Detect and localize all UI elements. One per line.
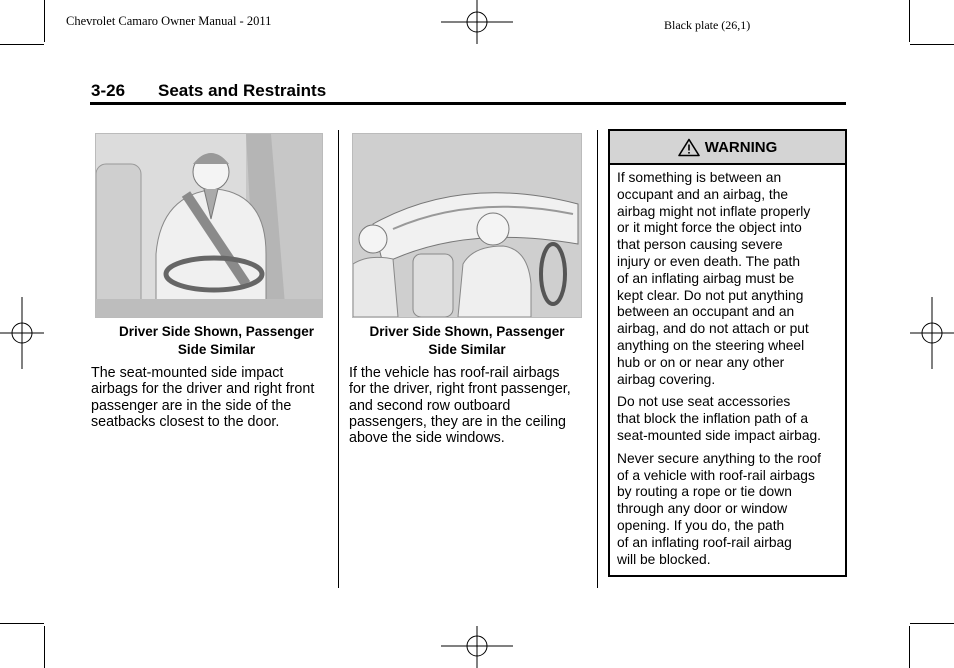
text-line: anything on the steering wheel <box>617 337 805 353</box>
text-line: Never secure anything to the roof <box>617 450 822 466</box>
plate-label: Black plate (26,1) <box>664 18 751 32</box>
text-line: occupant and an airbag, the <box>617 186 789 202</box>
text-line: airbag covering. <box>617 371 716 387</box>
body-paragraph <box>91 365 336 430</box>
registration-mark-icon <box>441 0 513 44</box>
text-line: through any door or window <box>617 501 788 517</box>
text-line: passenger are in the side of the <box>91 397 292 414</box>
crop-mark <box>0 623 44 624</box>
caption-line: Driver Side Shown, Passenger <box>369 324 565 339</box>
warning-paragraph <box>617 170 838 388</box>
crop-mark <box>0 44 44 45</box>
text-line: between an occupant and an <box>617 304 795 320</box>
crop-mark <box>910 623 954 624</box>
text-line: that person causing severe <box>617 237 783 253</box>
text-line: Do not use seat accessories <box>617 394 791 410</box>
warning-box <box>608 129 847 577</box>
text-line: kept clear. Do not put anything <box>617 287 804 303</box>
text-line: by routing a rope or tie down <box>617 484 792 500</box>
warning-body <box>610 165 845 568</box>
crop-mark <box>910 44 954 45</box>
text-line: seatbacks closest to the door. <box>91 413 280 430</box>
crop-mark <box>44 626 45 668</box>
text-line: opening. If you do, the path <box>617 517 785 533</box>
heading-rule <box>90 102 846 105</box>
text-line: airbag might not inflate properly <box>617 203 811 219</box>
running-header-title: Chevrolet Camaro Owner Manual - 2011 <box>66 14 272 28</box>
registration-mark-icon <box>441 626 513 668</box>
text-line: hub or on or near any other <box>617 354 785 370</box>
registration-mark-icon <box>910 297 954 369</box>
column-divider <box>338 130 339 588</box>
text-line: of an inflating roof-rail airbag <box>617 534 792 550</box>
text-line: injury or even death. The path <box>617 253 801 269</box>
warning-paragraph <box>617 394 838 444</box>
crop-mark <box>44 0 45 42</box>
caption-line: Side Similar <box>177 342 256 357</box>
text-line: airbag, and do not attach or put <box>617 321 809 337</box>
section-title: Seats and Restraints <box>158 81 327 100</box>
text-line: If something is between an <box>617 170 782 185</box>
text-line: passengers, they are in the ceiling <box>349 413 566 430</box>
page-number: 3-26 <box>91 81 126 100</box>
text-line: or it might force the object into <box>617 220 802 236</box>
text-line: that block the inflation path of a <box>617 411 808 427</box>
text-line: seat-mounted side impact airbag. <box>617 427 821 443</box>
figure-caption <box>95 323 338 359</box>
caption-line: Side Similar <box>428 342 506 357</box>
figure-caption <box>352 323 582 359</box>
caption-line: Driver Side Shown, Passenger <box>118 324 315 339</box>
text-line: will be blocked. <box>617 551 711 567</box>
text-line: airbags for the driver and right front <box>91 381 315 398</box>
body-paragraph <box>349 365 594 446</box>
crop-mark <box>909 626 910 668</box>
text-line: If the vehicle has roof-rail airbags <box>349 365 560 381</box>
warning-title: WARNING <box>704 138 778 156</box>
text-line: of a vehicle with roof-rail airbags <box>617 467 815 483</box>
warning-paragraph <box>617 451 838 569</box>
text-line: for the driver, right front passenger, <box>349 381 571 398</box>
registration-mark-icon <box>0 297 44 369</box>
crop-mark <box>909 0 910 42</box>
text-line: of an inflating airbag must be <box>617 270 795 286</box>
text-line: above the side windows. <box>349 430 505 447</box>
text-line: The seat-mounted side impact <box>91 365 284 381</box>
warning-triangle-icon <box>678 138 700 157</box>
roof-rail-figure <box>352 133 582 318</box>
driver-seated-illustration-icon <box>96 134 322 317</box>
text-line: and second row outboard <box>349 397 511 414</box>
warning-header <box>610 131 845 165</box>
roof-rail-airbag-illustration-icon <box>353 134 581 317</box>
section-heading <box>91 81 326 101</box>
column-divider <box>597 130 598 588</box>
driver-figure <box>95 133 323 318</box>
